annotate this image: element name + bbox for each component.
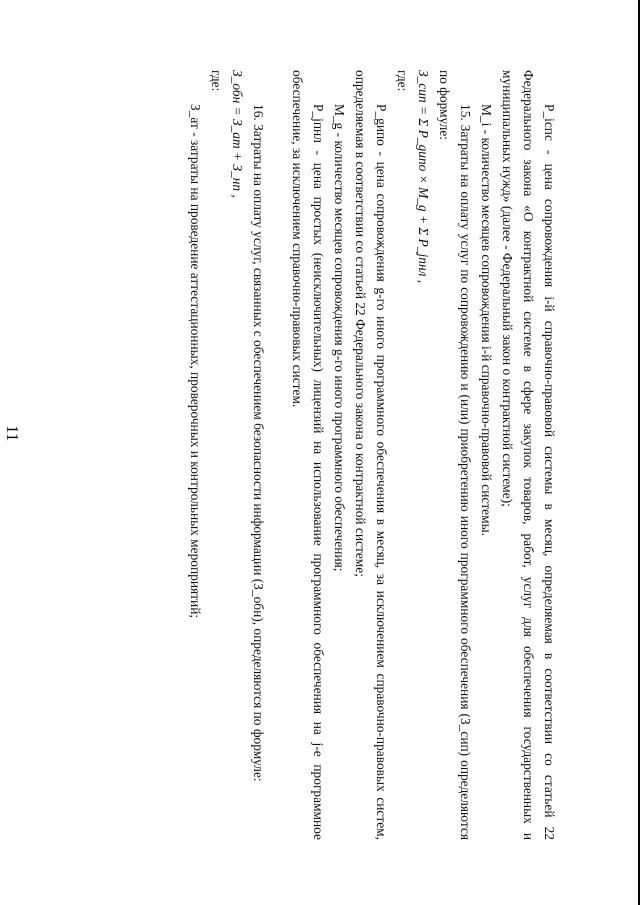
paragraph-m-g: M_g - количество месяцев сопровождения g-го иного программного обеспечения; [332,104,347,572]
paragraph-z-at: З_ат - затраты на проведение аттестационных, проверочных и контрольных мероприятий; [188,104,203,619]
page-number: 11 [3,425,22,442]
paragraph-15: 15. Затраты на оплату услуг по сопровождению и (или) приобретению иного программного обеспечения (З_сип) определяются по формуле: [437,70,473,840]
where-label-1: где: [395,70,410,92]
where-label-2: где: [209,70,224,92]
paragraph-p-jpnl: P_jпнл - цена простых (неисключительных) лицензий на использование программного обеспечения на j-е программное обеспечение, за исключением справочно-правовых систем. [290,70,326,840]
paragraph-p-gipo: P_gипо - цена сопровождения g-го иного программного обеспечения в месяц, за исключением справочно-правовых систем, определяемая в соответствии со статьей 22 Федерального закона о контрактной системе; [353,70,389,840]
formula-zobn: З_обн = З_ат + З_нп , [230,70,245,198]
paragraph-m-i: M_i - количество месяцев сопровождения i-й справочно-правовой системы. [479,104,494,536]
page-content [40,70,560,840]
formula-zsip: З_сип = Σ P_gипо × M_g + Σ P_jпнл , [416,70,431,284]
paragraph-16: 16. Затраты на оплату услуг, связанных с обеспечением безопасности информации (З_обн), определяются по формуле: [251,104,266,782]
paragraph-p-icps: P_icпс - цена сопровождения i-й справочно-правовой системы в месяц, определяемая в соответствии со статьей 22 Федерального закона «О контрактной системе в сфере закупок товаров, работ, услуг для обеспечения государственных и муниципальных нужд» (далее - Федеральный закон о контрактной системе); [500,70,557,840]
